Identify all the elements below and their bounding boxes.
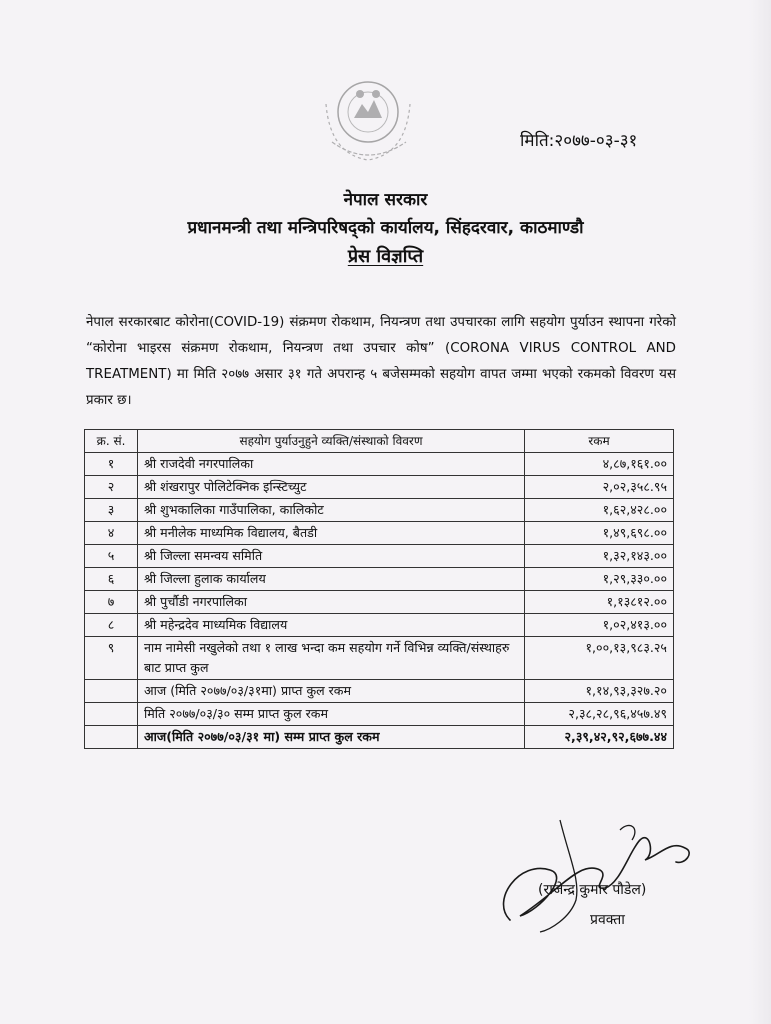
row-description: श्री जिल्ला समन्वय समिति — [138, 545, 525, 568]
row-amount: १,००,१३,९८३.२५ — [525, 637, 674, 680]
col-serial-header: क्र. सं. — [85, 430, 138, 453]
row-serial: ७ — [85, 591, 138, 614]
table-row — [85, 499, 674, 522]
row-description: श्री महेन्द्रदेव माध्यमिक विद्यालय — [138, 614, 525, 637]
row-serial: ८ — [85, 614, 138, 637]
table-row — [85, 703, 674, 726]
row-amount: ४,८७,१६१.०० — [525, 453, 674, 476]
signer-name: (राजेन्द्र कुमार पौडेल) — [538, 882, 647, 898]
row-description: श्री राजदेवी नगरपालिका — [138, 453, 525, 476]
table-row — [85, 522, 674, 545]
table-row — [85, 614, 674, 637]
row-serial: ९ — [85, 637, 138, 680]
row-amount: १,०२,४१३.०० — [525, 614, 674, 637]
col-amount-header: रकम — [525, 430, 674, 453]
row-amount: १,२९,३३०.०० — [525, 568, 674, 591]
row-amount: १,१३८१२.०० — [525, 591, 674, 614]
table-row — [85, 476, 674, 499]
col-description-header: सहयोग पुर्याउनुहुने व्यक्ति/संस्थाको विवरण — [138, 430, 525, 453]
header-office: प्रधानमन्त्री तथा मन्त्रिपरिषद्को कार्यालय, सिंहदरवार, काठमाण्डौ — [187, 218, 584, 238]
table-row — [85, 591, 674, 614]
row-serial: १ — [85, 453, 138, 476]
row-amount: १,३२,१४३.०० — [525, 545, 674, 568]
document-date: मिति:२०७७-०३-३१ — [520, 131, 638, 151]
row-description: श्री शंखरापुर पोलिटेक्निक इन्स्टिच्युट — [138, 476, 525, 499]
header-press-release: प्रेस विज्ञप्ति — [347, 246, 424, 267]
table-row — [85, 545, 674, 568]
row-description: श्री मनीलेक माध्यमिक विद्यालय, बैतडी — [138, 522, 525, 545]
summary-previous-label: मिति २०७७/०३/३० सम्म प्राप्त कुल रकम — [138, 703, 525, 726]
row-serial: ५ — [85, 545, 138, 568]
summary-today-amount: १,१४,९३,३२७.२० — [525, 680, 674, 703]
table-header-row — [85, 430, 674, 453]
table-row — [85, 680, 674, 703]
table-row — [85, 726, 674, 749]
page-edge-shadow — [749, 0, 771, 1024]
row-serial: ४ — [85, 522, 138, 545]
summary-total-amount: २,३९,४२,९२,६७७.४४ — [525, 726, 674, 749]
summary-previous-amount: २,३८,२८,९६,४५७.४९ — [525, 703, 674, 726]
row-serial: २ — [85, 476, 138, 499]
contributions-table — [84, 429, 674, 749]
table-row — [85, 637, 674, 680]
row-description: श्री शुभकालिका गाउँपालिका, कालिकोट — [138, 499, 525, 522]
intro-paragraph: नेपाल सरकारबाट कोरोना(COVID-19) संक्रमण रोकथाम, नियन्त्रण तथा उपचारका लागि सहयोग पुर्याउन स्थापना गरेको “कोरोना भाइरस संक्रमण रोकथाम, नियन्त्रण तथा उपचार कोष” (CORONA VIRUS CONTROL AND TREATMENT) मा मिति २०७७ असार ३१ गते अपरान्ह ५ बजेसम्मको सहयोग वापत जम्मा भएको रकमको विवरण यस प्रकार छ। — [86, 315, 676, 409]
signer-role: प्रवक्ता — [590, 912, 625, 928]
table-row — [85, 453, 674, 476]
row-serial — [85, 726, 138, 749]
row-amount: १,६२,४२८.०० — [525, 499, 674, 522]
row-serial: ३ — [85, 499, 138, 522]
government-seal-icon — [310, 64, 428, 174]
row-serial: ६ — [85, 568, 138, 591]
summary-total-label: आज(मिति २०७७/०३/३१ मा) सम्म प्राप्त कुल रकम — [138, 726, 525, 749]
row-amount: १,४९,६९८.०० — [525, 522, 674, 545]
table-row — [85, 568, 674, 591]
row-serial — [85, 680, 138, 703]
row-serial — [85, 703, 138, 726]
row-description: श्री पुर्चौडी नगरपालिका — [138, 591, 525, 614]
summary-today-label: आज (मिति २०७७/०३/३१मा) प्राप्त कुल रकम — [138, 680, 525, 703]
row-amount: २,०२,३५८.९५ — [525, 476, 674, 499]
row-description: श्री जिल्ला हुलाक कार्यालय — [138, 568, 525, 591]
header-government: नेपाल सरकार — [343, 190, 428, 210]
row-description: नाम नामेसी नखुलेको तथा १ लाख भन्दा कम सहयोग गर्ने विभिन्न व्यक्ति/संस्थाहरु बाट प्राप्त कुल — [138, 637, 525, 680]
